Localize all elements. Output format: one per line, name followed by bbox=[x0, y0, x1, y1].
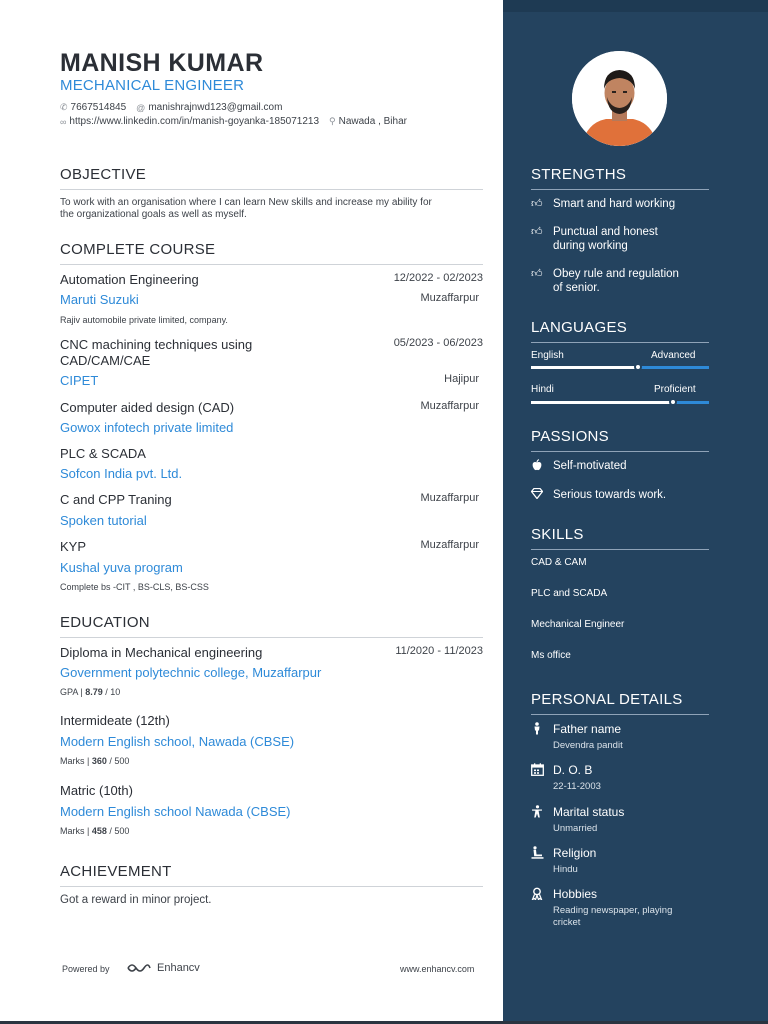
education-3-title: Matric (10th) bbox=[60, 783, 133, 798]
course-1-org: Maruti Suzuki bbox=[60, 292, 139, 307]
course-2-date: 05/2023 - 06/2023 bbox=[393, 337, 483, 349]
location: Nawada , Bihar bbox=[338, 116, 407, 127]
language-2-bar-fill bbox=[531, 401, 673, 404]
education-heading: EDUCATION bbox=[60, 614, 483, 638]
skill-item-4: Ms office bbox=[531, 650, 571, 661]
linkedin-link[interactable]: https://www.linkedin.com/in/manish-goyanka-185071213 bbox=[69, 116, 320, 127]
education-2-score: Marks | 360 / 500 bbox=[60, 756, 130, 766]
footer-brand-name: Enhancv bbox=[157, 962, 200, 974]
strength-item-3-text bbox=[553, 267, 679, 295]
profile-photo-illustration bbox=[572, 51, 667, 146]
course-6-location: Muzaffarpur bbox=[420, 539, 479, 551]
skills-heading: SKILLS bbox=[531, 526, 709, 550]
father-name-label: Father name bbox=[553, 722, 622, 736]
education-3-score-label: Marks bbox=[60, 826, 85, 836]
strength-item-2-line-1: Punctual and honest bbox=[553, 226, 658, 238]
strength-item-2-line-2: during working bbox=[553, 240, 628, 252]
father-name-value: Devendra pandit bbox=[553, 740, 623, 751]
languages-heading: LANGUAGES bbox=[531, 319, 709, 343]
course-1-title: Automation Engineering bbox=[60, 272, 199, 287]
objective-heading: OBJECTIVE bbox=[60, 166, 483, 190]
hobbies-value-line-1: Reading newspaper, playing bbox=[553, 905, 673, 916]
achievement-text: Got a reward in minor project. bbox=[60, 894, 212, 906]
education-3-score: Marks | 458 / 500 bbox=[60, 826, 130, 836]
course-5-org: Spoken tutorial bbox=[60, 513, 147, 528]
phone-icon: ✆ bbox=[60, 102, 68, 112]
candidate-name: MANISH KUMAR bbox=[60, 49, 264, 77]
language-1-level: Advanced bbox=[651, 350, 696, 361]
education-1-org: Government polytechnic college, Muzaffarpur bbox=[60, 665, 322, 680]
figure-icon bbox=[531, 805, 543, 821]
thumbs-up-icon: 👍︎ bbox=[531, 198, 543, 210]
hobbies-icon bbox=[531, 887, 543, 903]
strength-item-2-text bbox=[553, 225, 658, 253]
education-2-score-label: Marks bbox=[60, 756, 85, 766]
course-2-title-line-2: CAD/CAM/CAE bbox=[60, 353, 151, 368]
education-1-score-label: GPA bbox=[60, 687, 78, 697]
language-2-level: Proficient bbox=[654, 384, 696, 395]
course-6-org: Kushal yuva program bbox=[60, 560, 183, 575]
language-1-name: English bbox=[531, 350, 564, 361]
achievement-heading: ACHIEVEMENT bbox=[60, 863, 483, 887]
course-heading: COMPLETE COURSE bbox=[60, 241, 483, 265]
dob-label: D. O. B bbox=[553, 763, 593, 777]
passion-item-2 bbox=[531, 488, 666, 502]
course-5-title: C and CPP Traning bbox=[60, 492, 172, 507]
footer-powered-by: Powered by bbox=[62, 964, 110, 974]
passions-heading: PASSIONS bbox=[531, 428, 709, 452]
course-3-title: Computer aided design (CAD) bbox=[60, 400, 235, 415]
location-pin-icon: ⚲ bbox=[329, 116, 336, 126]
course-3-location: Muzaffarpur bbox=[420, 400, 479, 412]
education-3-score-value: 458 bbox=[91, 826, 107, 836]
education-2-score-max: / 500 bbox=[106, 756, 130, 766]
contact-row-1 bbox=[60, 102, 282, 113]
person-icon bbox=[531, 722, 543, 738]
course-1-date: 12/2022 - 02/2023 bbox=[393, 272, 483, 284]
language-2-bar bbox=[531, 401, 709, 404]
dob-value: 22-11-2003 bbox=[553, 781, 601, 792]
education-3-org: Modern English school Nawada (CBSE) bbox=[60, 804, 291, 819]
education-3-score-max: / 500 bbox=[106, 826, 130, 836]
email-address[interactable]: manishrajnwd123@gmail.com bbox=[148, 102, 283, 113]
link-icon: ∞ bbox=[60, 116, 67, 127]
language-2-name: Hindi bbox=[531, 384, 554, 395]
religion-value: Hindu bbox=[553, 864, 578, 875]
hobbies-value-line-2: cricket bbox=[553, 917, 581, 928]
strength-item-1-text: Smart and hard working bbox=[553, 198, 676, 210]
passion-item-1 bbox=[531, 459, 627, 474]
footer-brand[interactable] bbox=[126, 961, 200, 975]
religion-icon bbox=[531, 846, 544, 862]
passion-item-1-text: Self-motivated bbox=[553, 460, 627, 472]
course-5-location: Muzaffarpur bbox=[420, 492, 479, 504]
passion-item-2-text: Serious towards work. bbox=[553, 489, 667, 501]
personal-details-heading: PERSONAL DETAILS bbox=[531, 691, 709, 715]
objective-text-line-2: the organizational goals as well as myself. bbox=[60, 209, 247, 220]
sidebar-top-band bbox=[503, 0, 768, 12]
education-1-score: GPA | 8.79 / 10 bbox=[60, 687, 121, 697]
skill-item-3: Mechanical Engineer bbox=[531, 619, 625, 630]
phone-number[interactable]: 7667514845 bbox=[70, 102, 127, 113]
marital-status-label: Marital status bbox=[553, 805, 625, 819]
strengths-heading: STRENGTHS bbox=[531, 166, 709, 190]
candidate-title: MECHANICAL ENGINEER bbox=[60, 77, 245, 94]
course-2-location: Hajipur bbox=[444, 373, 479, 385]
apple-icon bbox=[531, 459, 553, 474]
skill-item-2: PLC and SCADA bbox=[531, 588, 608, 599]
marital-status-value: Unmarried bbox=[553, 823, 598, 834]
thumbs-up-icon: 👍︎ bbox=[531, 268, 543, 280]
strength-item-1 bbox=[531, 197, 675, 211]
course-1-location: Muzaffarpur bbox=[420, 292, 479, 304]
strength-item-3-line-1: Obey rule and regulation bbox=[553, 268, 679, 280]
course-4-title: PLC & SCADA bbox=[60, 446, 146, 461]
education-2-title: Intermideate (12th) bbox=[60, 713, 170, 728]
language-1-bar bbox=[531, 366, 709, 369]
diamond-icon bbox=[531, 488, 553, 502]
hobbies-label: Hobbies bbox=[553, 887, 598, 901]
sidebar-column bbox=[503, 0, 768, 1021]
education-1-score-value: 8.79 bbox=[85, 687, 103, 697]
objective-text-line-1: To work with an organisation where I can learn New skills and increase my ability for bbox=[60, 197, 432, 208]
education-1-title: Diploma in Mechanical engineering bbox=[60, 645, 263, 660]
education-1-score-max: / 10 bbox=[102, 687, 121, 697]
language-1-bar-knob bbox=[634, 363, 642, 371]
education-2-score-value: 360 bbox=[91, 756, 107, 766]
strength-item-3 bbox=[531, 267, 679, 295]
language-1-bar-fill bbox=[531, 366, 638, 369]
course-2-org: CIPET bbox=[60, 373, 99, 388]
skill-item-1: CAD & CAM bbox=[531, 557, 587, 568]
calendar-icon bbox=[531, 763, 544, 779]
enhancv-logo-icon bbox=[126, 961, 152, 975]
course-3-org: Gowox infotech private limited bbox=[60, 420, 234, 435]
footer-url[interactable]: www.enhancv.com bbox=[400, 964, 475, 974]
strength-item-3-line-2: of senior. bbox=[553, 282, 600, 294]
course-6-title: KYP bbox=[60, 539, 87, 554]
strength-item-2 bbox=[531, 225, 658, 253]
profile-photo bbox=[572, 51, 667, 146]
course-4-org: Sofcon India pvt. Ltd. bbox=[60, 466, 183, 481]
thumbs-up-icon: 👍︎ bbox=[531, 226, 543, 238]
email-icon: @ bbox=[136, 102, 146, 113]
religion-label: Religion bbox=[553, 846, 597, 860]
course-1-note: Rajiv automobile private limited, company. bbox=[60, 315, 228, 325]
contact-row-2 bbox=[60, 116, 407, 127]
education-1-date: 11/2020 - 11/2023 bbox=[395, 645, 483, 657]
course-2-title-line-1: CNC machining techniques using bbox=[60, 337, 253, 352]
education-2-org: Modern English school, Nawada (CBSE) bbox=[60, 734, 295, 749]
course-6-note: Complete bs -CIT , BS-CLS, BS-CSS bbox=[60, 582, 209, 592]
